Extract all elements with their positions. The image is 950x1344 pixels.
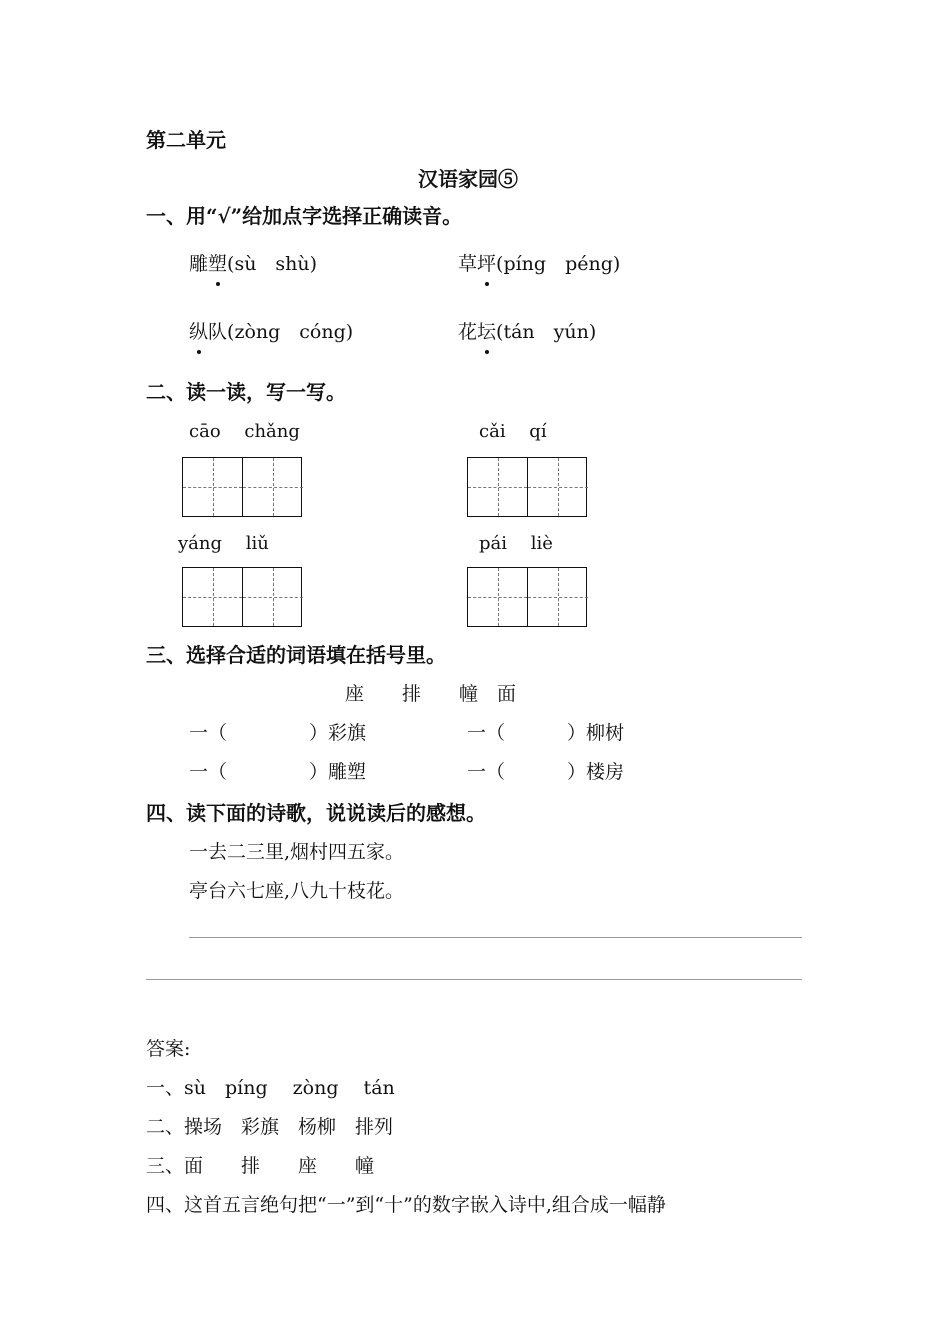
q3-blank-3 bbox=[189, 757, 366, 784]
q1-item-3-pinyin: (zòng cóng) bbox=[227, 321, 354, 343]
writing-grid-3[interactable] bbox=[182, 567, 302, 627]
q1-item-3 bbox=[189, 317, 353, 344]
q3-blank-1 bbox=[189, 718, 366, 745]
q3-blank-4-post: ）楼房 bbox=[567, 761, 625, 783]
q1-item-1-pinyin: (sù shù) bbox=[227, 253, 318, 275]
q2-pinyin-2: cǎi qí bbox=[479, 421, 547, 442]
q2-pinyin-1: cāo chǎng bbox=[189, 421, 300, 442]
writing-grid-4[interactable] bbox=[467, 567, 587, 627]
q1-item-1-pre: 雕 bbox=[189, 253, 209, 275]
answer-3: 三、面 排 座 幢 bbox=[146, 1155, 375, 1177]
q3-blank-2-post: ）柳树 bbox=[567, 722, 625, 744]
q3-blank-4-pre: 一（ bbox=[467, 761, 506, 783]
poem-line-2: 亭台六七座,八九十枝花。 bbox=[189, 880, 405, 902]
q1-item-2-pre: 草 bbox=[458, 253, 478, 275]
writing-grid-1[interactable] bbox=[182, 457, 302, 517]
q1-item-1-dotted-char: 塑 bbox=[208, 249, 227, 276]
q1-heading: 一、用“√”给加点字选择正确读音。 bbox=[146, 204, 463, 228]
q3-blank-4 bbox=[467, 757, 624, 784]
q1-item-3-post: 队 bbox=[208, 321, 228, 343]
q3-blank-3-pre: 一（ bbox=[189, 761, 228, 783]
poem-line-1: 一去二三里,烟村四五家。 bbox=[189, 841, 405, 863]
q3-blank-1-pre: 一（ bbox=[189, 722, 228, 744]
q3-blank-2-pre: 一（ bbox=[467, 722, 506, 744]
q1-item-2-dotted-char: 坪 bbox=[477, 249, 496, 276]
unit-label: 第二单元 bbox=[146, 128, 226, 152]
answer-4: 四、这首五言绝句把“一”到“十”的数字嵌入诗中,组合成一幅静 bbox=[146, 1194, 666, 1216]
q3-blank-2 bbox=[467, 718, 624, 745]
q2-heading: 二、读一读，写一写。 bbox=[146, 380, 346, 404]
q3-blank-3-post: ）雕塑 bbox=[309, 761, 367, 783]
q1-item-1 bbox=[189, 249, 317, 276]
q2-pinyin-4: pái liè bbox=[479, 533, 553, 554]
q3-heading: 三、选择合适的词语填在括号里。 bbox=[146, 643, 446, 667]
answer-line-1[interactable] bbox=[189, 937, 802, 938]
q3-blank-1-post: ）彩旗 bbox=[309, 722, 367, 744]
answers-label: 答案: bbox=[146, 1038, 191, 1060]
q1-item-2-pinyin: (píng péng) bbox=[496, 253, 621, 275]
q3-word-bank: 座 排 幢 面 bbox=[345, 683, 517, 705]
writing-grid-2[interactable] bbox=[467, 457, 587, 517]
answer-line-2[interactable] bbox=[146, 979, 802, 980]
q1-item-4-pre: 花 bbox=[458, 321, 478, 343]
answer-1: 一、sù píng zòng tán bbox=[146, 1077, 395, 1099]
q4-heading: 四、读下面的诗歌，说说读后的感想。 bbox=[146, 801, 486, 825]
q1-item-3-dotted-char: 纵 bbox=[189, 317, 208, 344]
q1-item-4-dotted-char: 坛 bbox=[477, 317, 496, 344]
page-title: 汉语家园⑤ bbox=[418, 167, 518, 191]
q1-item-2 bbox=[458, 249, 620, 276]
answer-2: 二、操场 彩旗 杨柳 排列 bbox=[146, 1116, 394, 1138]
q1-item-4-pinyin: (tán yún) bbox=[496, 321, 597, 343]
q1-item-4 bbox=[458, 317, 596, 344]
q2-pinyin-3: yáng liǔ bbox=[178, 533, 269, 554]
